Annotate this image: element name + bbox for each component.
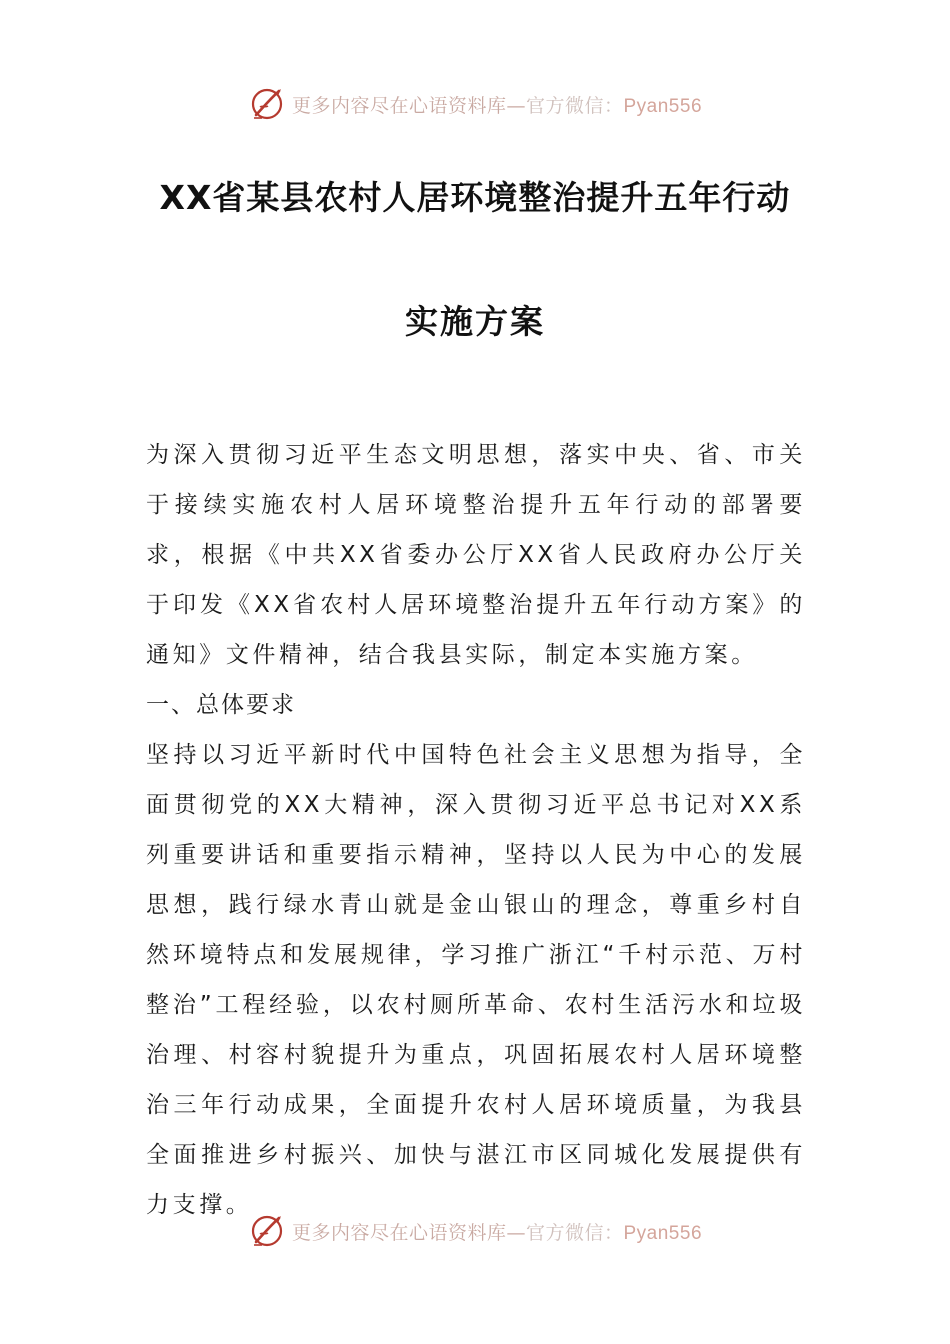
- intro-paragraph: 为深入贯彻习近平生态文明思想，落实中央、省、市关于接续实施农村人居环境整治提升五年行动的部署要求，根据《中共XX省委办公厅XX省人民政府办公厅关于印发《XX省农村人居环境整治提升五年行动方案》的通知》文件精神，结合我县实际，制定本实施方案。: [146, 442, 806, 668]
- document-title-line-2: 实施方案: [405, 302, 545, 341]
- pen-seal-icon: [248, 1212, 286, 1250]
- watermark-text: 更多内容尽在心语资料库—官方微信：Pyan556: [291, 1221, 703, 1244]
- section-paragraph: 坚持以习近平新时代中国特色社会主义思想为指导，全面贯彻党的XX大精神，深入贯彻习近平总书记对XX系列重要讲话和重要指示精神，坚持以人民为中心的发展思想，践行绿水青山就是金山银山的理念，尊重乡村自然环境特点和发展规律，学习推广浙江“千村示范、万村整治”工程经验，以农村厕所革命、农村生活污水和垃圾治理、村容村貌提升为重点，巩固拓展农村人居环境整治三年行动成果，全面提升农村人居环境质量，为我县全面推进乡村振兴、加快与湛江市区同城化发展提供有力支撑。: [146, 742, 806, 1218]
- document-body: [146, 430, 806, 1230]
- document-title-line-1: XX省某县农村人居环境整治提升五年行动: [159, 178, 791, 217]
- watermark-banner-top: [0, 82, 950, 126]
- watermark-banner-bottom: [0, 1209, 950, 1253]
- section-heading: 一、总体要求: [146, 692, 296, 718]
- watermark-text: 更多内容尽在心语资料库—官方微信：Pyan556: [291, 94, 703, 117]
- pen-seal-icon: [248, 85, 286, 123]
